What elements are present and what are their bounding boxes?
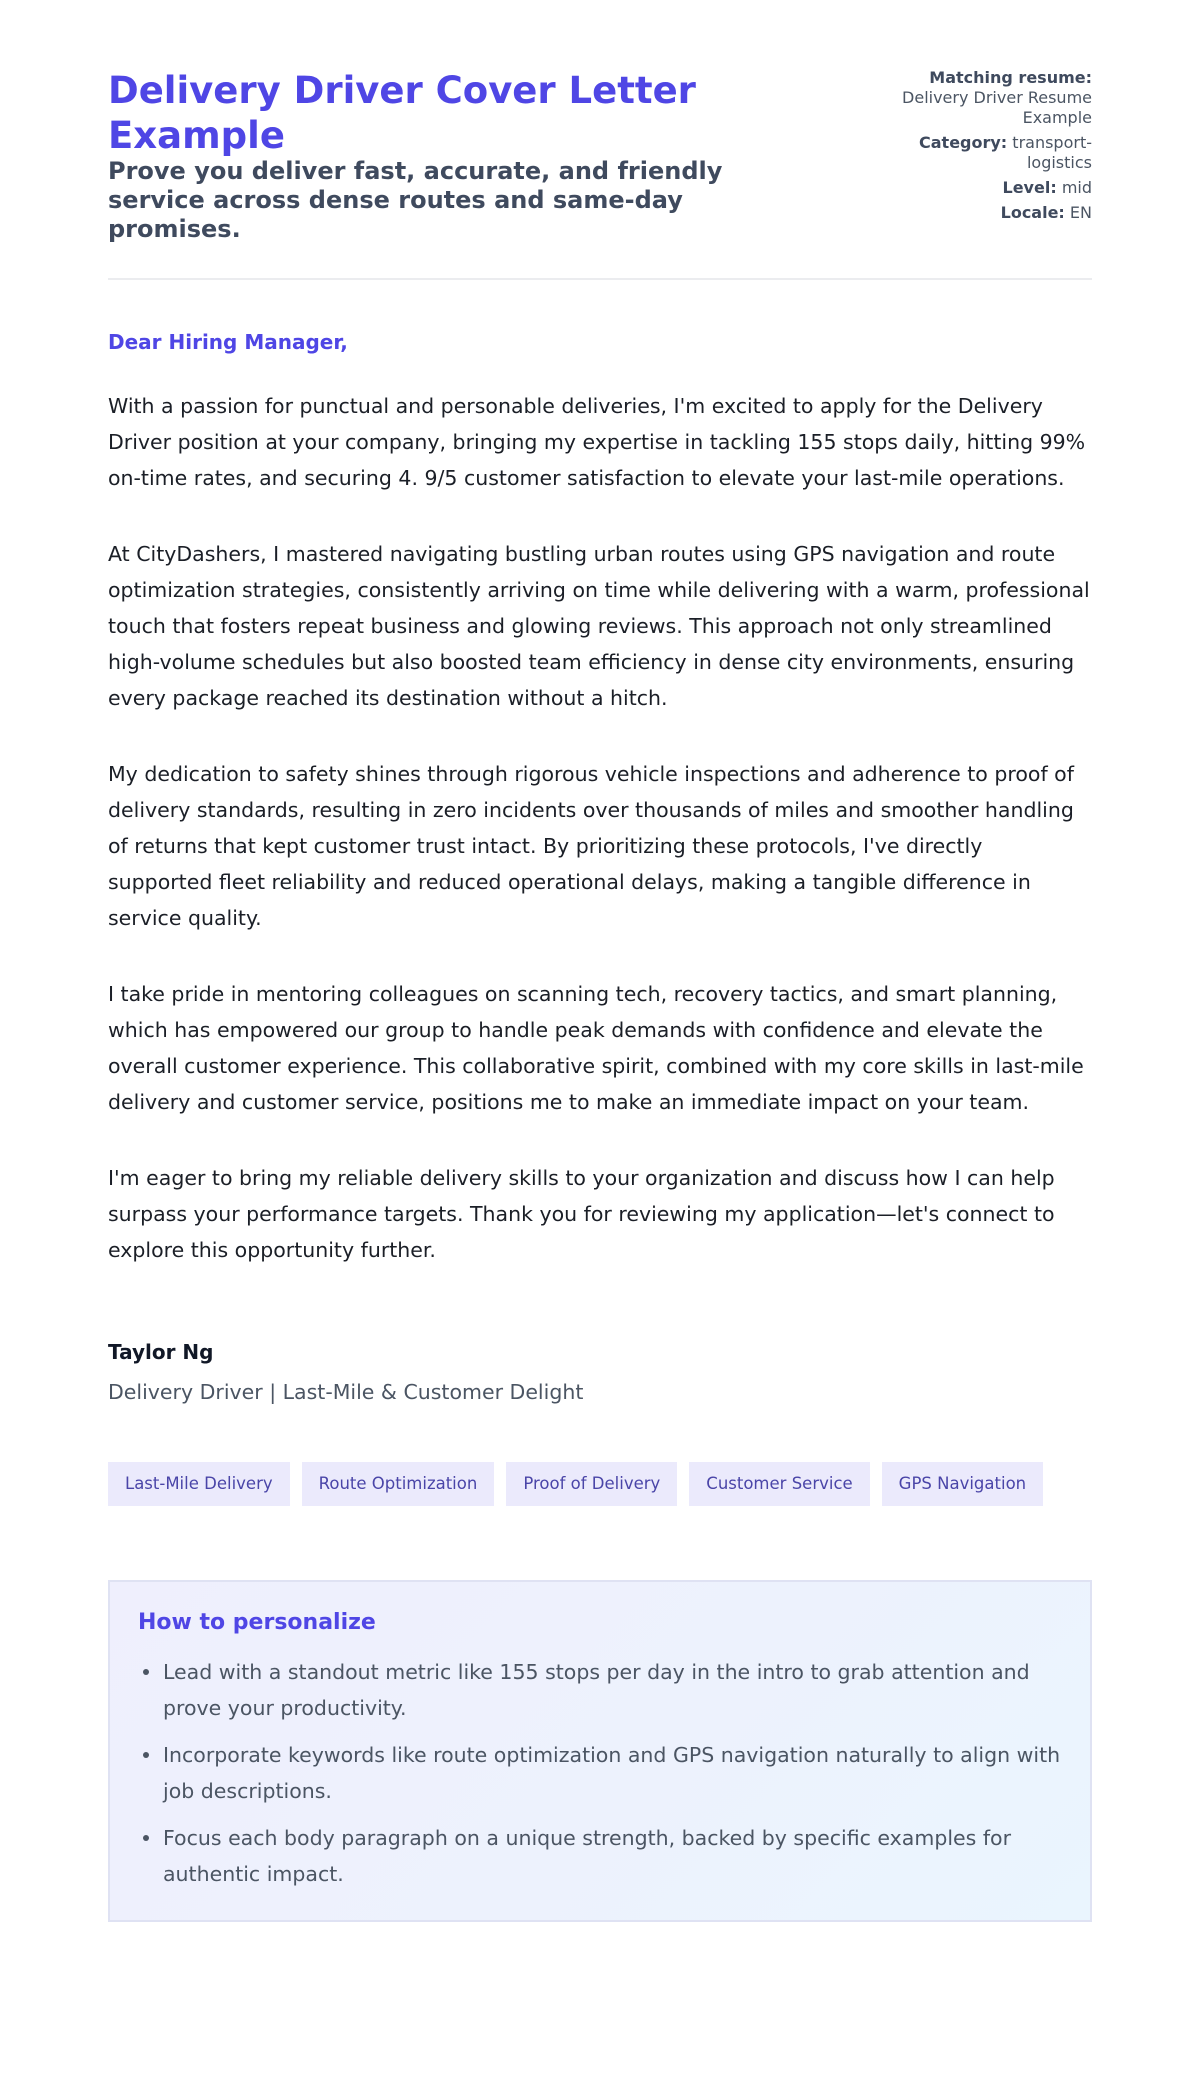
meta-locale (887, 203, 1092, 223)
tips-list-item (138, 1737, 1062, 1809)
meta-category-value: transport-logistics (1012, 133, 1092, 172)
meta-category (887, 133, 1092, 173)
tips-title: How to personalize (138, 1610, 376, 1635)
meta-level-label: Level: (1002, 178, 1057, 197)
bullet-icon (143, 1669, 149, 1675)
letter-paragraph: My dedication to safety shines through rigorous vehicle inspections and adherence to proof of delivery standards, resulting in zero incidents over thousands of miles and smoother handling of returns that kept customer trust intact. By prioritizing these protocols, I've directly supported fleet reliability and reduced operational delays, making a tangible difference in service quality. (108, 762, 1074, 930)
tips-list (138, 1654, 1062, 1892)
signature-block (108, 1338, 1092, 1406)
skill-tag: Route Optimization (302, 1462, 495, 1506)
meta-panel (887, 68, 1092, 228)
meta-locale-value: EN (1069, 203, 1092, 222)
letter-paragraph: With a passion for punctual and personable deliveries, I'm excited to apply for the Delivery Driver position at your company, bringing my expertise in tackling 155 stops daily, hitting 99% on-time rates, and securing 4. 9/5 customer satisfaction to elevate your last-mile operations. (108, 394, 1086, 490)
cover-letter-page (108, 0, 1092, 1990)
letter-paragraph: At CityDashers, I mastered navigating bustling urban routes using GPS navigation and route optimization strategies, consistently arriving on time while delivering with a warm, professional touch that fosters repeat business and glowing reviews. This approach not only streamlined high-volume schedules but also boosted team efficiency in dense city environments, ensuring every package reached its destination without a hitch. (108, 542, 1090, 710)
page-header (108, 68, 1092, 280)
meta-locale-label: Locale: (1000, 203, 1065, 222)
meta-matching-resume-value: Delivery Driver Resume Example (902, 88, 1092, 127)
bullet-icon (143, 1752, 149, 1758)
signature-title: Delivery Driver | Last-Mile & Customer Delight (108, 1380, 584, 1404)
skill-tag: Proof of Delivery (506, 1462, 677, 1506)
signature-name: Taylor Ng (108, 1340, 214, 1364)
page-subtitle: Prove you deliver fast, accurate, and friendly service across dense routes and same-day promises. (108, 157, 723, 243)
skill-tags (108, 1462, 1092, 1506)
letter-body (108, 328, 1092, 1406)
letter-greeting: Dear Hiring Manager, (108, 330, 348, 354)
meta-level (887, 178, 1092, 198)
meta-category-label: Category: (919, 133, 1008, 152)
meta-level-value: mid (1061, 178, 1092, 197)
tips-list-item (138, 1820, 1062, 1892)
tips-list-item (138, 1654, 1062, 1726)
tips-item-text: Focus each body paragraph on a unique strength, backed by specific examples for authentic impact. (163, 1826, 1012, 1886)
skill-tag: Customer Service (689, 1462, 869, 1506)
header-titles (108, 68, 768, 244)
meta-matching-resume (887, 68, 1092, 128)
personalize-tips-box (108, 1580, 1092, 1922)
tips-item-text: Incorporate keywords like route optimization and GPS navigation naturally to align with job descriptions. (163, 1743, 1061, 1803)
letter-paragraph: I'm eager to bring my reliable delivery skills to your organization and discuss how I can help surpass your performance targets. Thank you for reviewing my application—let's connect to explore this opportunity further. (108, 1166, 1055, 1262)
bullet-icon (143, 1835, 149, 1841)
tips-item-text: Lead with a standout metric like 155 stops per day in the intro to grab attention and prove your productivity. (163, 1660, 1030, 1720)
skill-tag: GPS Navigation (882, 1462, 1043, 1506)
letter-paragraph: I take pride in mentoring colleagues on scanning tech, recovery tactics, and smart planning, which has empowered our group to handle peak demands with confidence and elevate the overall customer experience. This collaborative spirit, combined with my core skills in last-mile delivery and customer service, positions me to make an immediate impact on your team. (108, 982, 1084, 1114)
meta-matching-resume-label: Matching resume: (929, 68, 1092, 87)
page-title: Delivery Driver Cover Letter Example (108, 69, 696, 157)
skill-tag: Last-Mile Delivery (108, 1462, 290, 1506)
